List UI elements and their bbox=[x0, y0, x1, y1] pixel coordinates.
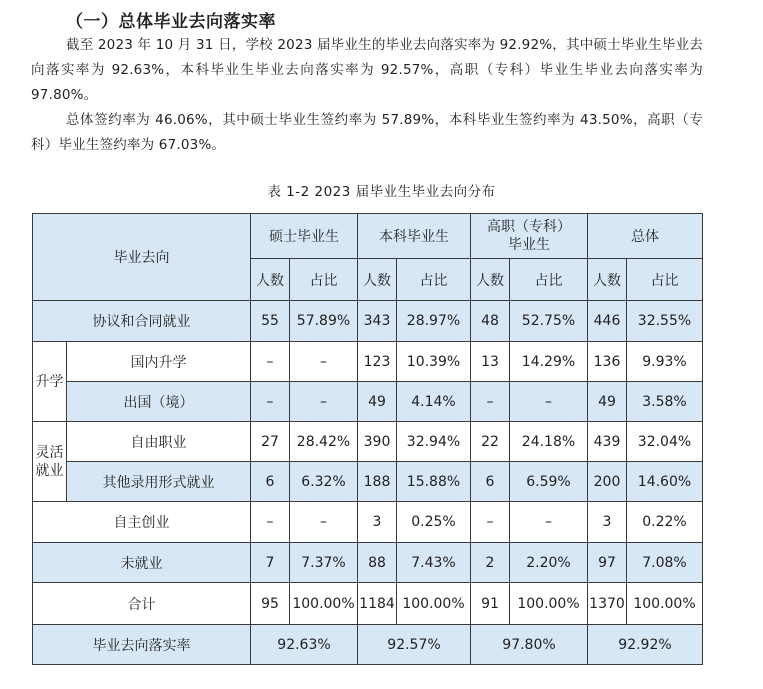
table-cell: – bbox=[290, 502, 358, 543]
paragraph-placement-rate: 截至 2023 年 10 月 31 日，学校 2023 届毕业生的毕业去向落实率为 92.92%，其中硕士毕业生毕业去向落实率为 92.63%，本科毕业生毕业去向落实率为 92.57%，高职（专科）毕业生毕业去向落实率为 97.80%。 bbox=[31, 37, 703, 103]
table-cell: 1370 bbox=[588, 583, 627, 625]
table-cell: 6 bbox=[471, 462, 510, 502]
table-cell: 48 bbox=[471, 301, 510, 342]
table-cell: 6 bbox=[251, 462, 290, 502]
table-row bbox=[33, 502, 703, 543]
table-cell: 32.55% bbox=[627, 301, 703, 342]
table-cell: 6.32% bbox=[290, 462, 358, 502]
table-cell: 97 bbox=[588, 543, 627, 583]
table-cell: 32.94% bbox=[397, 422, 471, 462]
table-cell: 2.20% bbox=[510, 543, 588, 583]
table-cell: 15.88% bbox=[397, 462, 471, 502]
table-cell: 95 bbox=[251, 583, 290, 625]
group-further-study: 升学 bbox=[33, 342, 67, 422]
table-row bbox=[33, 342, 703, 382]
row-label: 协议和合同就业 bbox=[33, 301, 251, 342]
table-cell: 57.89% bbox=[290, 301, 358, 342]
paragraph-signing-rate: 总体签约率为 46.06%，其中硕士毕业生签约率为 57.89%，本科毕业生签约率为 43.50%，高职（专科）毕业生签约率为 67.03%。 bbox=[31, 112, 703, 153]
table-cell: 7.08% bbox=[627, 543, 703, 583]
row-label: 出国（境） bbox=[67, 382, 251, 422]
table-cell: – bbox=[290, 342, 358, 382]
table-cell: 22 bbox=[471, 422, 510, 462]
table-cell: 3.58% bbox=[627, 382, 703, 422]
table-cell: 7.43% bbox=[397, 543, 471, 583]
table-cell: 3 bbox=[358, 502, 397, 543]
table-cell: – bbox=[510, 502, 588, 543]
table-cell: 100.00% bbox=[510, 583, 588, 625]
row-label: 未就业 bbox=[33, 543, 251, 583]
rate-master: 92.63% bbox=[251, 625, 358, 665]
table-cell: 0.25% bbox=[397, 502, 471, 543]
header-master-ratio: 占比 bbox=[290, 259, 358, 301]
table-cell: 2 bbox=[471, 543, 510, 583]
table-row-total bbox=[33, 583, 703, 625]
rate-overall: 92.92% bbox=[588, 625, 703, 665]
table-cell: 439 bbox=[588, 422, 627, 462]
header-bachelor: 本科毕业生 bbox=[358, 214, 471, 259]
table-cell: 7 bbox=[251, 543, 290, 583]
table-cell: 6.59% bbox=[510, 462, 588, 502]
table-row bbox=[33, 301, 703, 342]
table-row bbox=[33, 382, 703, 422]
table-cell: 136 bbox=[588, 342, 627, 382]
table-cell: 100.00% bbox=[627, 583, 703, 625]
table-row bbox=[33, 422, 703, 462]
table-cell: – bbox=[471, 502, 510, 543]
row-label: 自由职业 bbox=[67, 422, 251, 462]
table-cell: – bbox=[251, 342, 290, 382]
row-label: 毕业去向落实率 bbox=[33, 625, 251, 665]
table-cell: 446 bbox=[588, 301, 627, 342]
table-cell: 4.14% bbox=[397, 382, 471, 422]
table-caption: 表 1-2 2023 届毕业生毕业去向分布 bbox=[267, 184, 496, 200]
table-cell: 14.60% bbox=[627, 462, 703, 502]
table-cell: 27 bbox=[251, 422, 290, 462]
header-row-groups bbox=[33, 214, 703, 259]
table-cell: 343 bbox=[358, 301, 397, 342]
table-cell: 9.93% bbox=[627, 342, 703, 382]
header-vocational-line1: 高职（专科） bbox=[487, 219, 571, 235]
table-cell: 91 bbox=[471, 583, 510, 625]
destination-table bbox=[32, 213, 703, 665]
header-overall: 总体 bbox=[588, 214, 703, 259]
header-vocational bbox=[471, 214, 588, 259]
table-cell: 49 bbox=[588, 382, 627, 422]
header-destination: 毕业去向 bbox=[33, 214, 251, 301]
table-cell: – bbox=[471, 382, 510, 422]
section-heading: （一）总体毕业去向落实率 bbox=[66, 12, 276, 32]
rate-bachelor: 92.57% bbox=[358, 625, 471, 665]
table-cell: 188 bbox=[358, 462, 397, 502]
row-label: 国内升学 bbox=[67, 342, 251, 382]
group-flexible-line1: 灵活 bbox=[35, 444, 64, 461]
table-cell: 88 bbox=[358, 543, 397, 583]
table-cell: 1184 bbox=[358, 583, 397, 625]
table-cell: – bbox=[251, 382, 290, 422]
rate-vocational: 97.80% bbox=[471, 625, 588, 665]
table-cell: 14.29% bbox=[510, 342, 588, 382]
table-cell: 55 bbox=[251, 301, 290, 342]
table-cell: 28.97% bbox=[397, 301, 471, 342]
header-overall-count: 人数 bbox=[588, 259, 627, 301]
header-vocational-ratio: 占比 bbox=[510, 259, 588, 301]
row-label: 合计 bbox=[33, 583, 251, 625]
header-vocational-line2: 毕业生 bbox=[508, 237, 550, 253]
table-cell: 13 bbox=[471, 342, 510, 382]
header-overall-ratio: 占比 bbox=[627, 259, 703, 301]
table-cell: 200 bbox=[588, 462, 627, 502]
group-flexible-line2: 就业 bbox=[35, 462, 64, 479]
table-cell: 0.22% bbox=[627, 502, 703, 543]
table-row-placement-rate bbox=[33, 625, 703, 665]
group-flexible-employment bbox=[33, 422, 67, 502]
table-cell: 49 bbox=[358, 382, 397, 422]
table-cell: 7.37% bbox=[290, 543, 358, 583]
table-cell: 28.42% bbox=[290, 422, 358, 462]
table-cell: 100.00% bbox=[290, 583, 358, 625]
table-cell: – bbox=[510, 382, 588, 422]
table-cell: 100.00% bbox=[397, 583, 471, 625]
header-bachelor-count: 人数 bbox=[358, 259, 397, 301]
table-cell: – bbox=[290, 382, 358, 422]
header-bachelor-ratio: 占比 bbox=[397, 259, 471, 301]
table-cell: 390 bbox=[358, 422, 397, 462]
header-master-count: 人数 bbox=[251, 259, 290, 301]
table-cell: 24.18% bbox=[510, 422, 588, 462]
row-label: 自主创业 bbox=[33, 502, 251, 543]
row-label: 其他录用形式就业 bbox=[67, 462, 251, 502]
table-cell: – bbox=[251, 502, 290, 543]
table-cell: 123 bbox=[358, 342, 397, 382]
table-cell: 3 bbox=[588, 502, 627, 543]
header-master: 硕士毕业生 bbox=[251, 214, 358, 259]
table-cell: 32.04% bbox=[627, 422, 703, 462]
table-row bbox=[33, 462, 703, 502]
header-vocational-count: 人数 bbox=[471, 259, 510, 301]
table-row bbox=[33, 543, 703, 583]
table-cell: 52.75% bbox=[510, 301, 588, 342]
table-cell: 10.39% bbox=[397, 342, 471, 382]
